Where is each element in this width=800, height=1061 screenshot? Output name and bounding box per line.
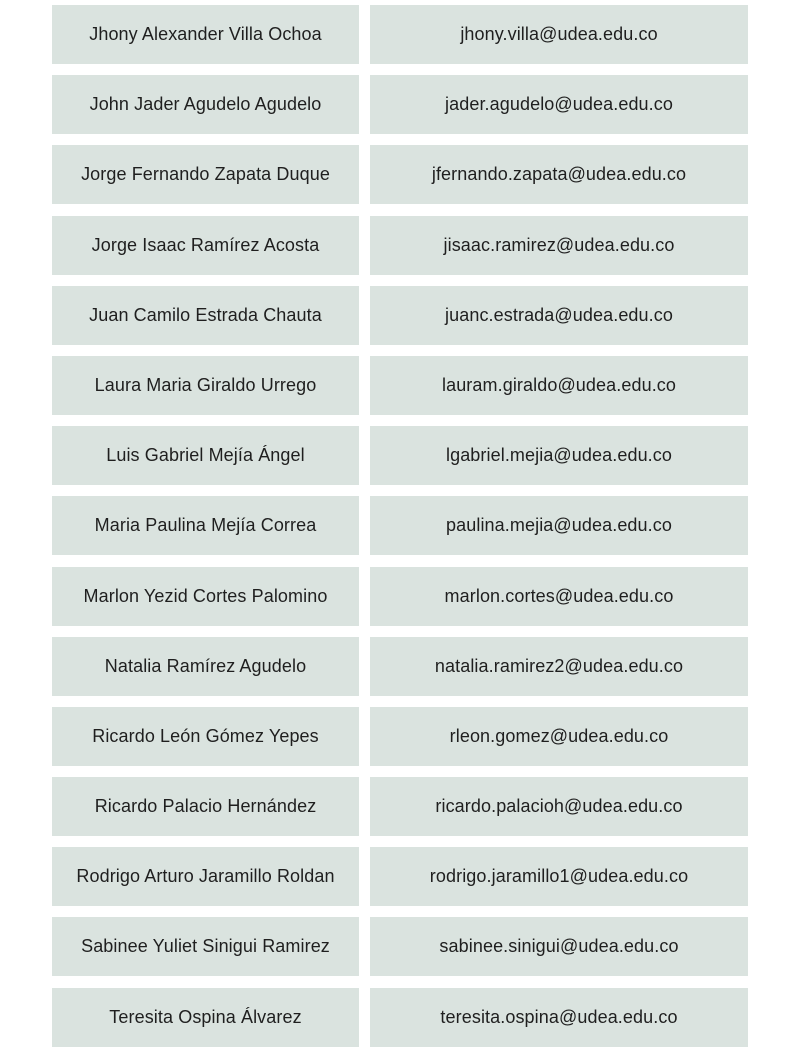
table-row bbox=[52, 426, 748, 485]
email-cell[interactable]: rodrigo.jaramillo1@udea.edu.co bbox=[370, 847, 748, 906]
table-row bbox=[52, 5, 748, 64]
table-row bbox=[52, 917, 748, 976]
table-row bbox=[52, 637, 748, 696]
name-cell: John Jader Agudelo Agudelo bbox=[52, 75, 359, 134]
name-cell: Juan Camilo Estrada Chauta bbox=[52, 286, 359, 345]
email-cell[interactable]: rleon.gomez@udea.edu.co bbox=[370, 707, 748, 766]
name-cell: Ricardo Palacio Hernández bbox=[52, 777, 359, 836]
name-cell: Luis Gabriel Mejía Ángel bbox=[52, 426, 359, 485]
table-row bbox=[52, 496, 748, 555]
name-cell: Jorge Isaac Ramírez Acosta bbox=[52, 216, 359, 275]
table-row bbox=[52, 847, 748, 906]
email-cell[interactable]: sabinee.sinigui@udea.edu.co bbox=[370, 917, 748, 976]
email-cell[interactable]: teresita.ospina@udea.edu.co bbox=[370, 988, 748, 1047]
contact-table bbox=[52, 5, 748, 1058]
table-row bbox=[52, 356, 748, 415]
name-cell: Marlon Yezid Cortes Palomino bbox=[52, 567, 359, 626]
email-cell[interactable]: jhony.villa@udea.edu.co bbox=[370, 5, 748, 64]
email-cell[interactable]: juanc.estrada@udea.edu.co bbox=[370, 286, 748, 345]
table-row bbox=[52, 286, 748, 345]
table-row bbox=[52, 988, 748, 1047]
email-cell[interactable]: natalia.ramirez2@udea.edu.co bbox=[370, 637, 748, 696]
name-cell: Rodrigo Arturo Jaramillo Roldan bbox=[52, 847, 359, 906]
name-cell: Jhony Alexander Villa Ochoa bbox=[52, 5, 359, 64]
name-cell: Jorge Fernando Zapata Duque bbox=[52, 145, 359, 204]
name-cell: Laura Maria Giraldo Urrego bbox=[52, 356, 359, 415]
email-cell[interactable]: jisaac.ramirez@udea.edu.co bbox=[370, 216, 748, 275]
email-cell[interactable]: marlon.cortes@udea.edu.co bbox=[370, 567, 748, 626]
email-cell[interactable]: lgabriel.mejia@udea.edu.co bbox=[370, 426, 748, 485]
table-row bbox=[52, 777, 748, 836]
table-row bbox=[52, 75, 748, 134]
name-cell: Sabinee Yuliet Sinigui Ramirez bbox=[52, 917, 359, 976]
email-cell[interactable]: ricardo.palacioh@udea.edu.co bbox=[370, 777, 748, 836]
email-cell[interactable]: jfernando.zapata@udea.edu.co bbox=[370, 145, 748, 204]
table-row bbox=[52, 567, 748, 626]
name-cell: Teresita Ospina Álvarez bbox=[52, 988, 359, 1047]
email-cell[interactable]: lauram.giraldo@udea.edu.co bbox=[370, 356, 748, 415]
table-row bbox=[52, 216, 748, 275]
name-cell: Ricardo León Gómez Yepes bbox=[52, 707, 359, 766]
name-cell: Maria Paulina Mejía Correa bbox=[52, 496, 359, 555]
email-cell[interactable]: paulina.mejia@udea.edu.co bbox=[370, 496, 748, 555]
name-cell: Natalia Ramírez Agudelo bbox=[52, 637, 359, 696]
table-row bbox=[52, 707, 748, 766]
email-cell[interactable]: jader.agudelo@udea.edu.co bbox=[370, 75, 748, 134]
table-row bbox=[52, 145, 748, 204]
